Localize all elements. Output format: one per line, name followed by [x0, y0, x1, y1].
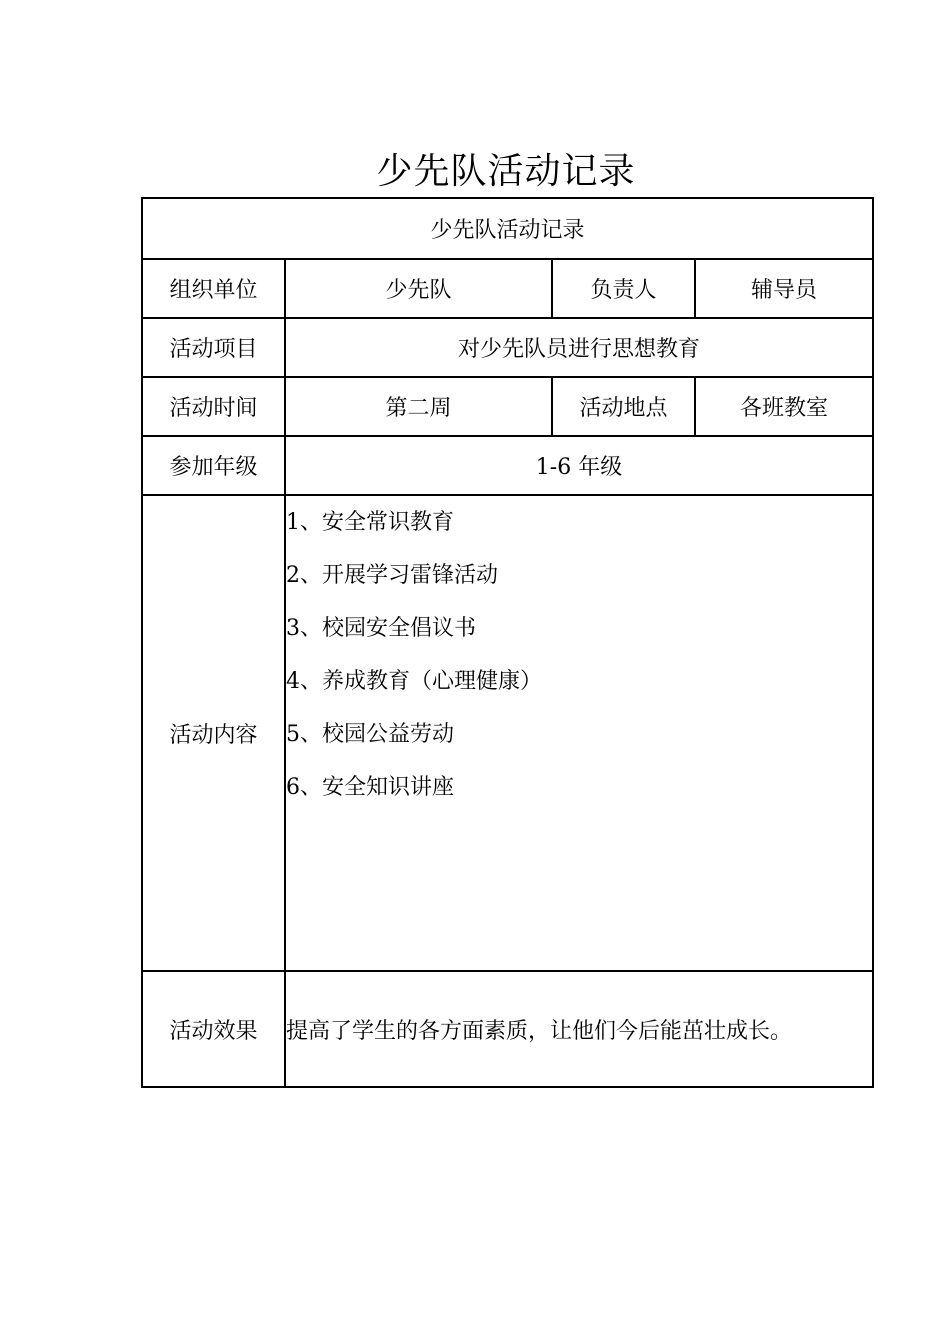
leader-label: 负责人: [552, 259, 695, 318]
table-row: [142, 971, 873, 1087]
list-item: 6、安全知识讲座: [286, 775, 454, 800]
list-item: 2、开展学习雷锋活动: [286, 563, 498, 588]
time-value: 第二周: [285, 377, 552, 436]
activity-record-table: [141, 197, 874, 1088]
content-value: [285, 495, 873, 971]
org-label: 组织单位: [142, 259, 285, 318]
list-item: 3、校园安全倡议书: [286, 616, 476, 641]
table-row: [142, 436, 873, 495]
list-item: 4、养成教育（心理健康）: [286, 669, 542, 694]
place-value: 各班教室: [695, 377, 873, 436]
project-label: 活动项目: [142, 318, 285, 377]
table-row: [142, 495, 873, 971]
leader-value: 辅导员: [695, 259, 873, 318]
table-row: [142, 377, 873, 436]
content-list: [286, 496, 872, 826]
list-item: 5、校园公益劳动: [286, 722, 454, 747]
org-value: 少先队: [285, 259, 552, 318]
effect-value: 提高了学生的各方面素质，让他们今后能茁壮成长。: [285, 971, 873, 1087]
table-header: 少先队活动记录: [142, 198, 873, 259]
grade-value: 1-6 年级: [285, 436, 873, 495]
table-row: [142, 259, 873, 318]
time-label: 活动时间: [142, 377, 285, 436]
table-header-row: [142, 198, 873, 259]
list-item: 1、安全常识教育: [286, 510, 454, 535]
place-label: 活动地点: [552, 377, 695, 436]
grade-label: 参加年级: [142, 436, 285, 495]
content-label: 活动内容: [142, 495, 285, 971]
page-title: 少先队活动记录: [376, 151, 636, 192]
table-row: [142, 318, 873, 377]
project-value: 对少先队员进行思想教育: [285, 318, 873, 377]
effect-label: 活动效果: [142, 971, 285, 1087]
